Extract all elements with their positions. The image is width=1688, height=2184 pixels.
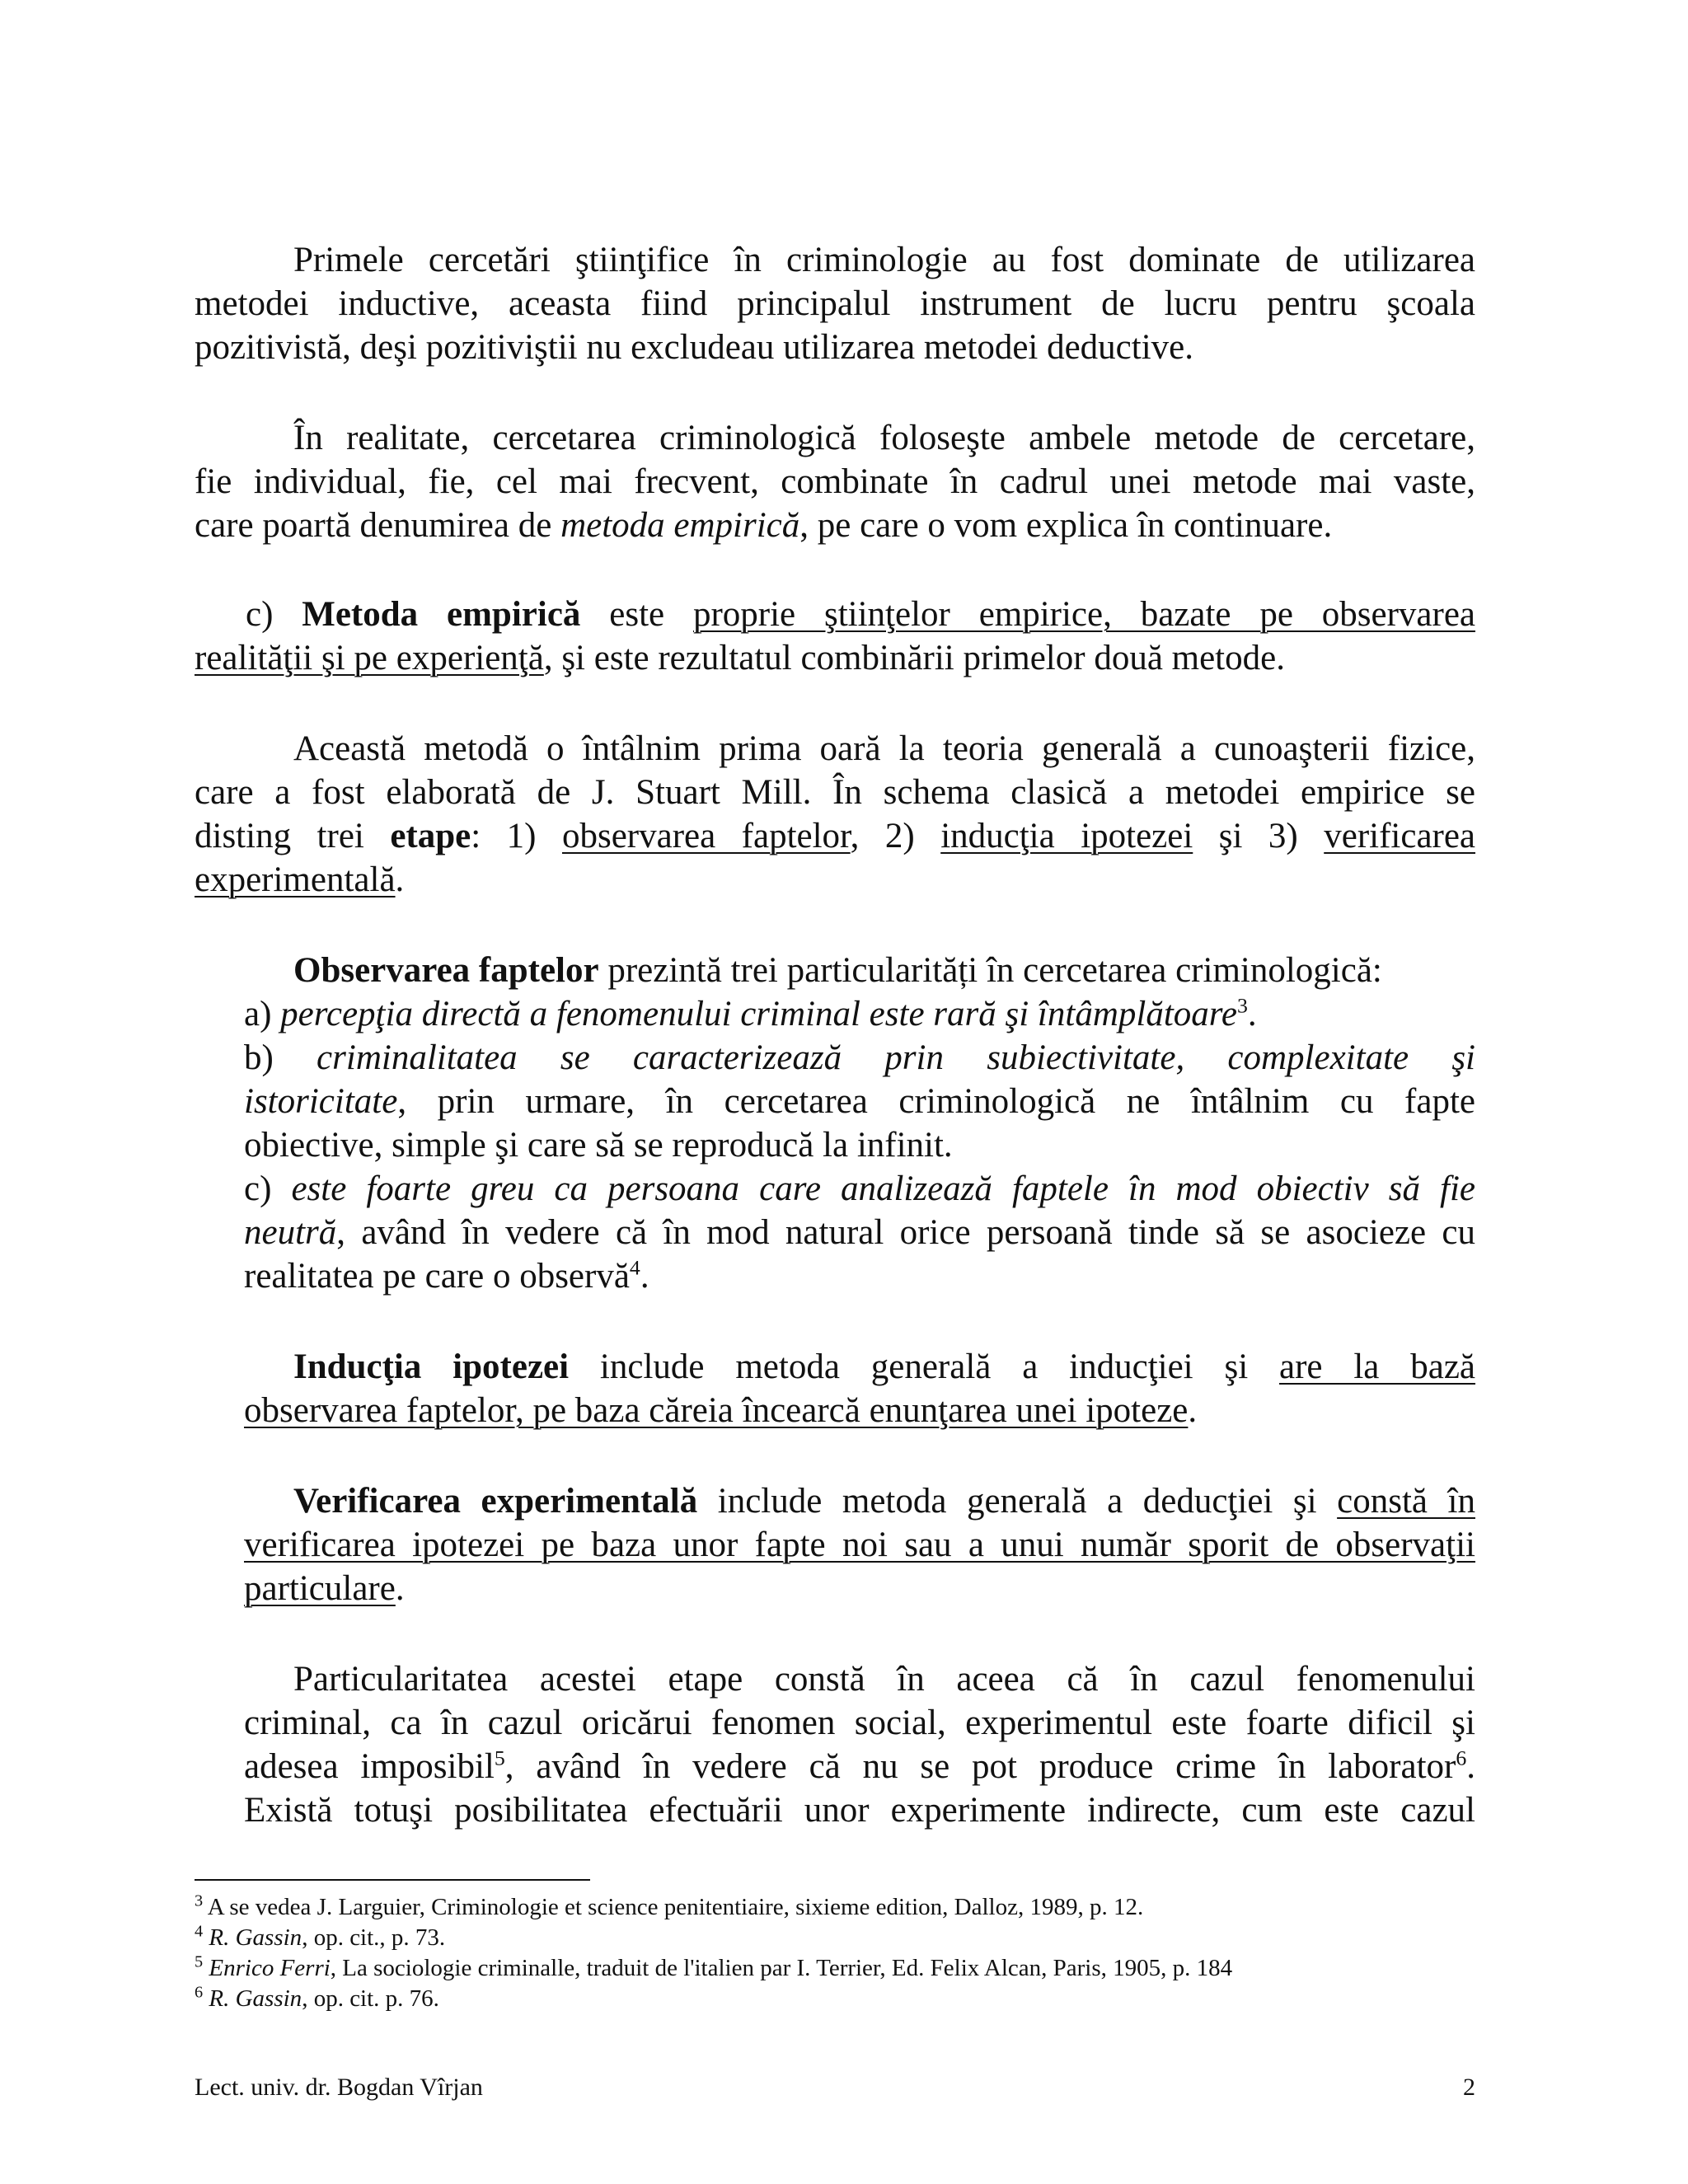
p5-line-2: a) percepţia directă a fenomenului criminal este rară şi întâmplătoare$^3$.: [244, 993, 1257, 1033]
p5-line-7: neutră, având în vedere că în mod natural orice persoană tinde să se asocieze cu: [244, 1213, 1475, 1252]
footer-author: Lect. univ. dr. Bogdan Vîrjan: [195, 2074, 483, 2101]
p5-line-4: istoricitate, prin urmare, în cercetarea criminologică ne întâlnim cu fapte: [244, 1082, 1475, 1121]
p1-line-3: pozitivistă, deşi pozitiviştii nu excludeau utilizarea metodei deductive.: [195, 328, 1193, 367]
footnote-4: $^4$ R. Gassin, op. cit., p. 73.: [195, 1922, 446, 1951]
p2-line-3: care poartă denumirea de metoda empirică, pe care o vom explica în continuare.: [195, 506, 1333, 545]
p8-line-4: Există totuşi posibilitatea efectuării unor experimente indirecte, cum este cazul: [244, 1791, 1475, 1830]
p1-line-2: metodei inductive, aceasta fiind principalul instrument de lucru pentru şcoala: [195, 284, 1475, 323]
p2-line-1: În realitate, cercetarea criminologică foloseşte ambele metode de cercetare,: [293, 419, 1475, 457]
heading-metoda-empirica: Metoda empirică: [302, 595, 581, 634]
footnote-separator: [195, 1879, 590, 1881]
p6-line-1: Inducţia ipotezei include metoda generală a inducţiei şi are la bază: [293, 1347, 1476, 1386]
p7-line-1: Verificarea experimentală include metoda generală a deducţiei şi constă în: [293, 1482, 1475, 1521]
p3-line-1: c) Metoda empirică este proprie ştiinţelor empirice, bazate pe observarea: [246, 595, 1475, 634]
p5-line-5: obiective, simple şi care să se reproducă la infinit.: [244, 1126, 953, 1165]
p8-line-2: criminal, ca în cazul oricărui fenomen social, experimentul este foarte dificil şi: [244, 1704, 1475, 1742]
p3-line-2: realităţii şi pe experienţă, şi este rezultatul combinării primelor două metode.: [195, 639, 1285, 677]
p5-line-6: c) este foarte greu ca persoana care analizează faptele în mod obiectiv să fie: [244, 1169, 1475, 1208]
term-metoda-empirica: metoda empirică: [560, 506, 800, 545]
p1-line-1: Primele cercetări ştiinţifice în criminologie au fost dominate de utilizarea: [293, 241, 1475, 279]
p5-line-1: Observarea faptelor prezintă trei particularități în cercetarea criminologică:: [293, 951, 1382, 990]
p4-line-1: Această metodă o întâlnim prima oară la teoria generală a cunoaşterii fizice,: [293, 729, 1475, 768]
p4-line-3: disting trei etape: 1) observarea faptelor, 2) inducţia ipotezei şi 3) verificarea: [195, 817, 1476, 855]
footnote-5: $^5$ Enrico Ferri, La sociologie criminalle, traduit de l'italien par I. Terrier, Ed. Felix Alcan, Paris, 1905, p. 184: [195, 1952, 1233, 1981]
p5-line-8: realitatea pe care o observă$^4$.: [244, 1255, 649, 1296]
p2-line-2: fie individual, fie, cel mai frecvent, combinate în cadrul unei metode mai vaste,: [195, 462, 1475, 501]
p4-line-4: experimentală.: [195, 860, 405, 899]
p8-line-1: Particularitatea acestei etape constă în aceea că în cazul fenomenului: [293, 1660, 1475, 1699]
p8-line-3: adesea imposibil$^5$, având în vedere că nu se pot produce crime în laborator$^6$.: [244, 1746, 1476, 1786]
p7-line-3: particulare.: [244, 1569, 405, 1608]
p4-line-2: care a fost elaborată de J. Stuart Mill. În schema clasică a metodei empirice se: [195, 773, 1475, 812]
p6-line-2: observarea faptelor, pe baza căreia încearcă enunţarea unei ipoteze.: [244, 1391, 1198, 1430]
footnote-6: $^6$ R. Gassin, op. cit. p. 76.: [195, 1983, 439, 2012]
p7-line-2: verificarea ipotezei pe baza unor fapte noi sau a unui număr sporit de observaţii: [244, 1526, 1475, 1564]
page-number: 2: [1463, 2074, 1475, 2101]
footnote-3: $^3$ A se vedea J. Larguier, Criminologie et science penitentiaire, sixieme edition, Dalloz, 1989, p. 12.: [195, 1891, 1144, 1920]
p5-line-3: b) criminalitatea se caracterizează prin subiectivitate, complexitate şi: [244, 1038, 1475, 1077]
